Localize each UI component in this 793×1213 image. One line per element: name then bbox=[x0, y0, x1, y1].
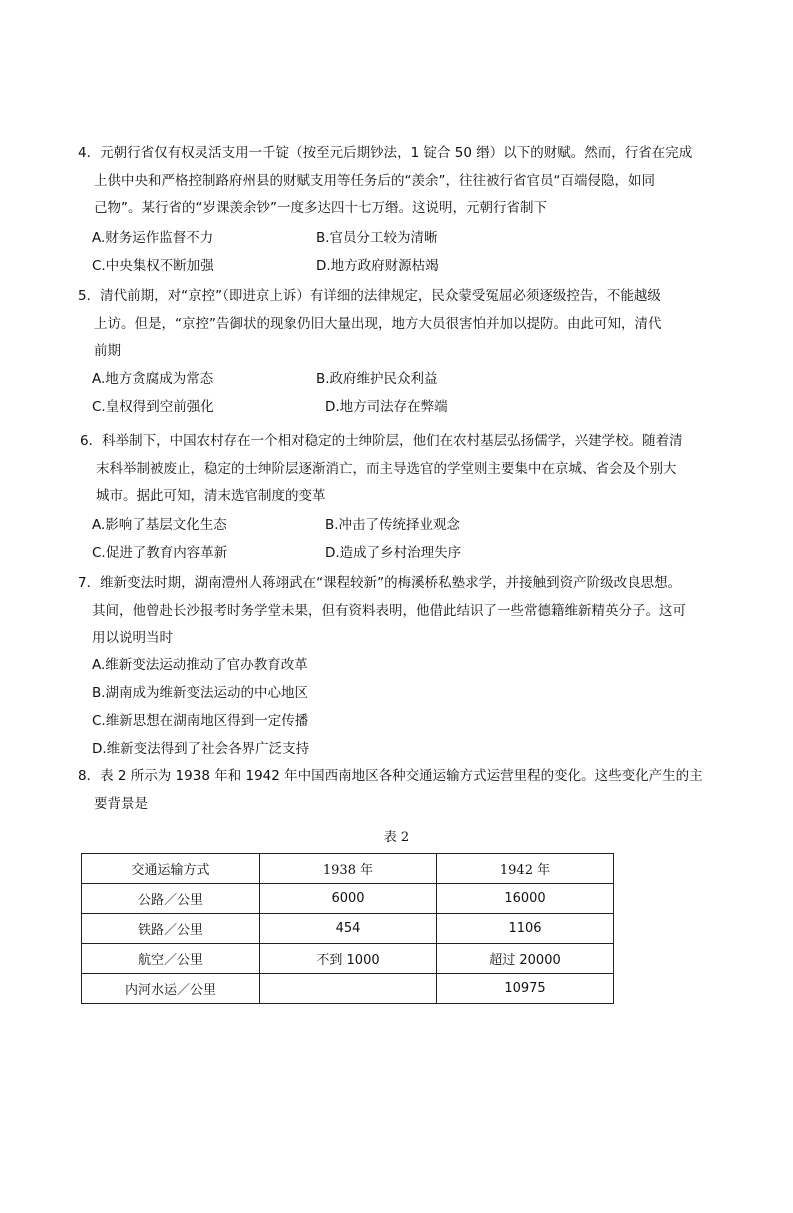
question-8 bbox=[78, 763, 728, 818]
option-b[interactable]: B.政府维护民众利益 bbox=[316, 371, 438, 387]
question-text-line: 6．科举制下，中国农村存在一个相对稳定的士绅阶层，他们在农村基层弘扬儒学，兴建学校。随着清 bbox=[80, 433, 683, 449]
question-6 bbox=[80, 428, 730, 511]
table-cell: 公路／公里 bbox=[82, 884, 260, 914]
option-b[interactable]: B.冲击了传统择业观念 bbox=[325, 517, 461, 533]
option-c[interactable]: C.中央集权不断加强 bbox=[92, 258, 214, 274]
question-text-line: 7．维新变法时期，湖南澧州人蒋翊武在“课程较新”的梅溪桥私塾求学，并接触到资产阶级改良思想。 bbox=[78, 575, 682, 591]
table-row bbox=[82, 914, 614, 944]
option-a[interactable]: A.影响了基层文化生态 bbox=[92, 517, 227, 533]
table-cell: 454 bbox=[260, 914, 437, 944]
table-cell: 内河水运／公里 bbox=[82, 974, 260, 1004]
table-cell bbox=[260, 974, 437, 1004]
table-cell: 16000 bbox=[437, 884, 614, 914]
table-caption: 表 2 bbox=[383, 830, 410, 845]
question-5 bbox=[78, 283, 728, 366]
option-a[interactable]: A.维新变法运动推动了官办教育改革 bbox=[92, 657, 308, 673]
option-d[interactable]: D.造成了乡村治理失序 bbox=[325, 545, 462, 561]
question-4 bbox=[78, 140, 728, 223]
question-text-line: 上供中央和严格控制路府州县的财赋支用等任务后的“羡余”，往往被行省官员“百端侵隐，如同 bbox=[94, 172, 655, 189]
table-cell: 10975 bbox=[437, 974, 614, 1004]
option-c[interactable]: C.维新思想在湖南地区得到一定传播 bbox=[92, 713, 309, 729]
question-text-line: 末科举制被废止，稳定的士绅阶层逐渐消亡，而主导选官的学堂则主要集中在京城、省会及个别大 bbox=[96, 460, 677, 477]
table-cell: 铁路／公里 bbox=[82, 914, 260, 944]
table-row bbox=[82, 944, 614, 974]
table-cell: 6000 bbox=[260, 884, 437, 914]
option-a[interactable]: A.财务运作监督不力 bbox=[92, 230, 214, 246]
question-text-line: 城市。据此可知，清末选官制度的变革 bbox=[96, 488, 326, 504]
question-text-line: 要背景是 bbox=[94, 795, 148, 812]
table-cell: 航空／公里 bbox=[82, 944, 260, 974]
option-b[interactable]: B.湖南成为维新变法运动的中心地区 bbox=[92, 685, 309, 701]
option-c[interactable]: C.促进了教育内容革新 bbox=[92, 545, 228, 561]
question-text-line: 5．清代前期，对“京控”（即进京上诉）有详细的法律规定，民众蒙受冤屈必须逐级控告，不能越级 bbox=[78, 288, 661, 304]
question-text-line: 8．表 2 所示为 1938 年和 1942 年中国西南地区各种交通运输方式运营里程的变化。这些变化产生的主 bbox=[78, 768, 703, 784]
table-row bbox=[82, 884, 614, 914]
option-d[interactable]: D.地方司法存在弊端 bbox=[325, 399, 448, 415]
table-header-cell: 1938 年 bbox=[260, 854, 437, 884]
table-header-cell: 交通运输方式 bbox=[82, 854, 260, 884]
question-text-line: 上访。但是，“京控”告御状的现象仍旧大量出现，地方大员很害怕并加以提防。由此可知，清代 bbox=[94, 315, 662, 332]
option-b[interactable]: B.官员分工较为清晰 bbox=[316, 230, 438, 246]
table-cell: 超过 20000 bbox=[437, 944, 614, 974]
table-header-row bbox=[82, 854, 614, 884]
question-text-line: 用以说明当时 bbox=[92, 630, 173, 646]
table-header-cell: 1942 年 bbox=[437, 854, 614, 884]
question-7-options bbox=[92, 651, 309, 763]
question-text-line: 己物”。某行省的“岁课羡余钞”一度多达四十七万缗。这说明，元朝行省制下 bbox=[94, 200, 547, 216]
question-7 bbox=[78, 570, 728, 653]
question-text-line: 前期 bbox=[94, 343, 121, 359]
question-text-line: 其间，他曾赴长沙报考时务学堂未果，但有资料表明，他借此结识了一些常德籍维新精英分子。这可 bbox=[92, 602, 686, 619]
option-d[interactable]: D.维新变法得到了社会各界广泛支持 bbox=[92, 741, 310, 757]
data-table bbox=[81, 853, 614, 1004]
table-cell: 1106 bbox=[437, 914, 614, 944]
option-c[interactable]: C.皇权得到空前强化 bbox=[92, 399, 214, 415]
table-cell: 不到 1000 bbox=[260, 944, 437, 974]
question-text-line: 4．元朝行省仅有权灵活支用一千锭（按至元后期钞法，1 锭合 50 缗）以下的财赋。然而，行省在完成 bbox=[78, 145, 693, 161]
option-d[interactable]: D.地方政府财源枯竭 bbox=[316, 258, 439, 274]
option-a[interactable]: A.地方贪腐成为常态 bbox=[92, 371, 214, 387]
table-row bbox=[82, 974, 614, 1004]
